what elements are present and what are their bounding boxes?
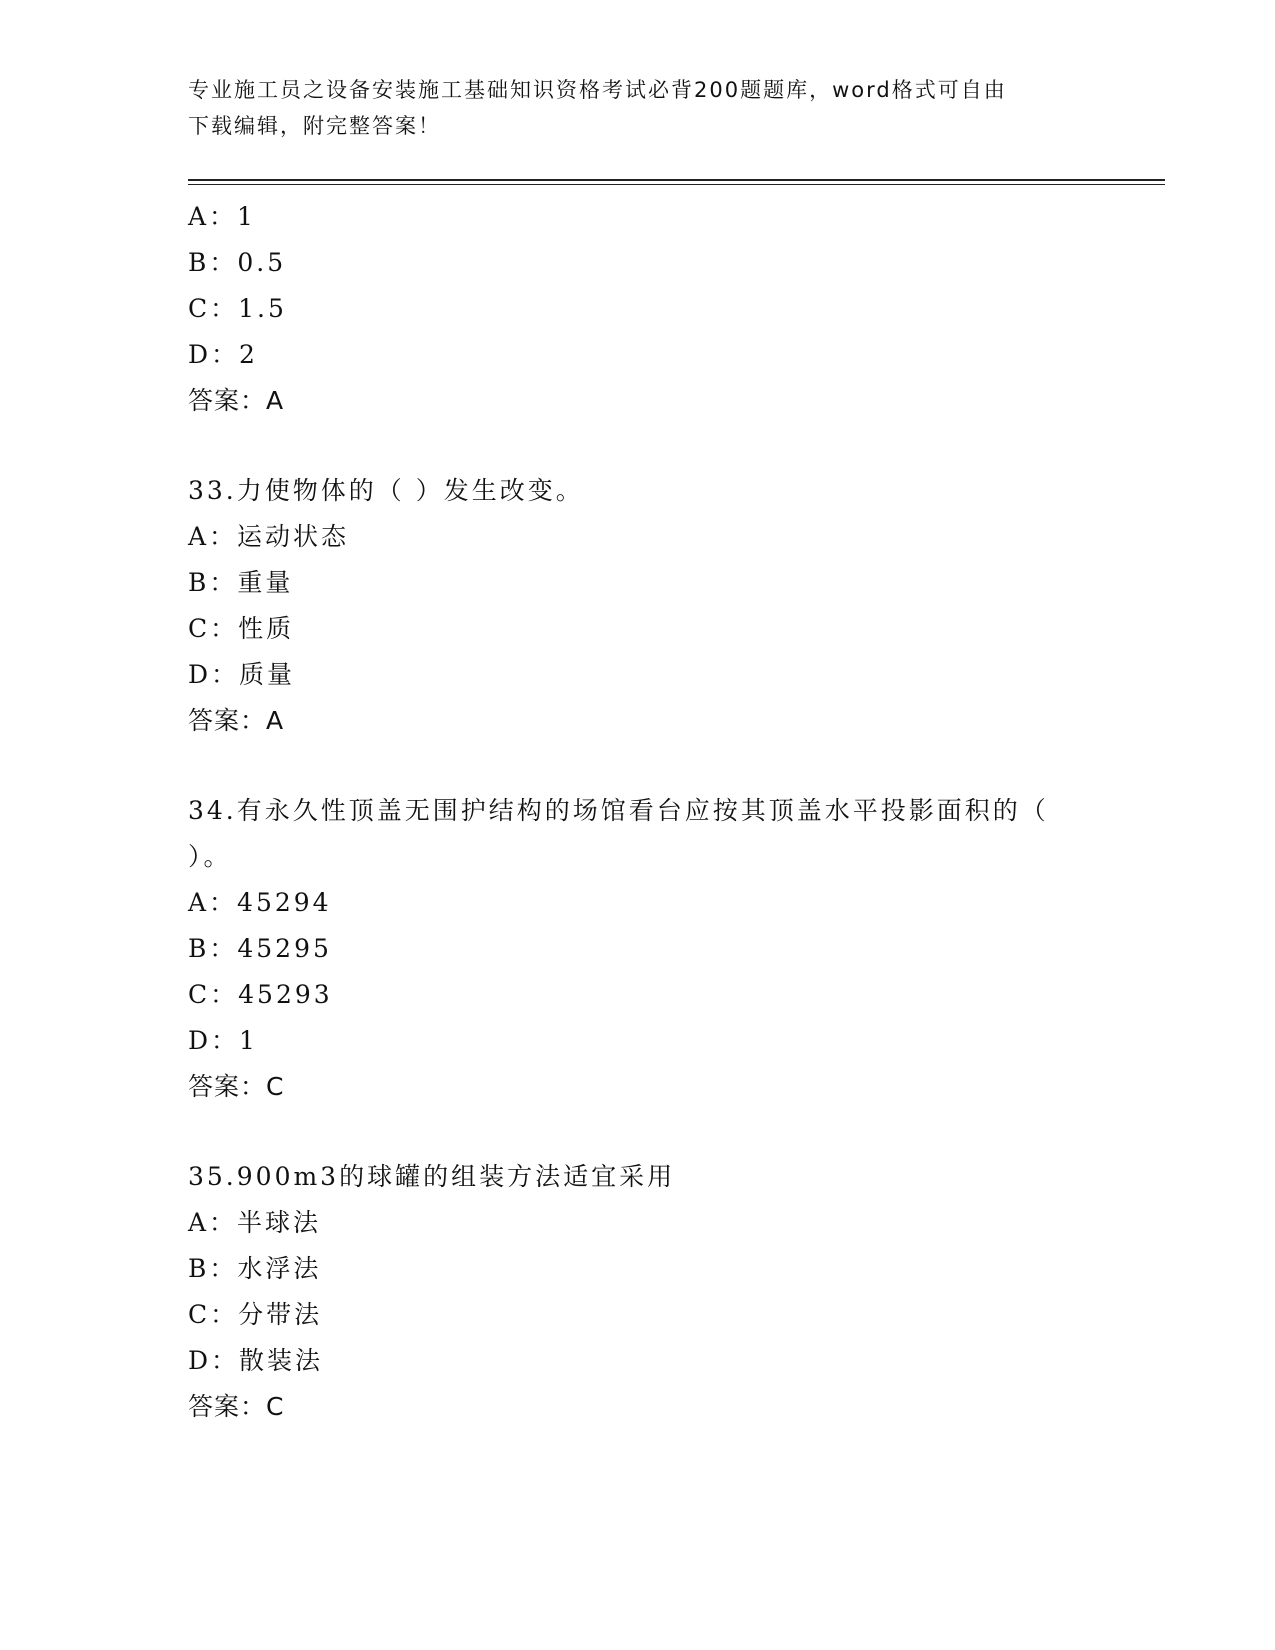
option-c: C：1.5: [188, 294, 287, 323]
option-a: A：1: [188, 202, 256, 231]
question-text-line-1: 34.有永久性顶盖无围护结构的场馆看台应按其顶盖水平投影面积的（: [188, 796, 1049, 825]
header-line-2: 下载编辑，附完整答案！: [188, 114, 441, 138]
option-a: A：45294: [188, 888, 332, 917]
answer: 答案：C: [188, 1072, 285, 1101]
option-c: C：分带法: [188, 1300, 323, 1329]
option-b: B：水浮法: [188, 1254, 322, 1283]
option-c: C：性质: [188, 614, 295, 643]
question-block-33: [188, 468, 1088, 744]
question-list: [188, 194, 1088, 1430]
question-block-35: [188, 1154, 1088, 1430]
document-header: [188, 72, 1068, 144]
option-d: D：散装法: [188, 1346, 324, 1375]
question-text-line-2: ）。: [188, 842, 232, 871]
option-d: D：2: [188, 340, 258, 369]
option-b: B：0.5: [188, 248, 287, 277]
option-a: A：半球法: [188, 1208, 322, 1237]
answer: 答案：A: [188, 706, 285, 735]
answer: 答案：A: [188, 386, 285, 415]
option-d: D：质量: [188, 660, 296, 689]
header-divider-thick: [188, 179, 1165, 181]
answer: 答案：C: [188, 1392, 285, 1421]
header-line-1: 专业施工员之设备安装施工基础知识资格考试必背200题题库，word格式可自由: [188, 78, 1007, 102]
question-block-prev: [188, 194, 1088, 424]
option-b: B：45295: [188, 934, 332, 963]
question-text: 35.900m3的球罐的组装方法适宜采用: [188, 1162, 676, 1191]
option-c: C：45293: [188, 980, 333, 1009]
header-divider-thin: [188, 184, 1165, 185]
question-block-34: [188, 788, 1088, 1110]
option-a: A：运动状态: [188, 522, 350, 551]
option-d: D：1: [188, 1026, 258, 1055]
option-b: B：重量: [188, 568, 294, 597]
question-text: 33.力使物体的（ ）发生改变。: [188, 476, 584, 505]
